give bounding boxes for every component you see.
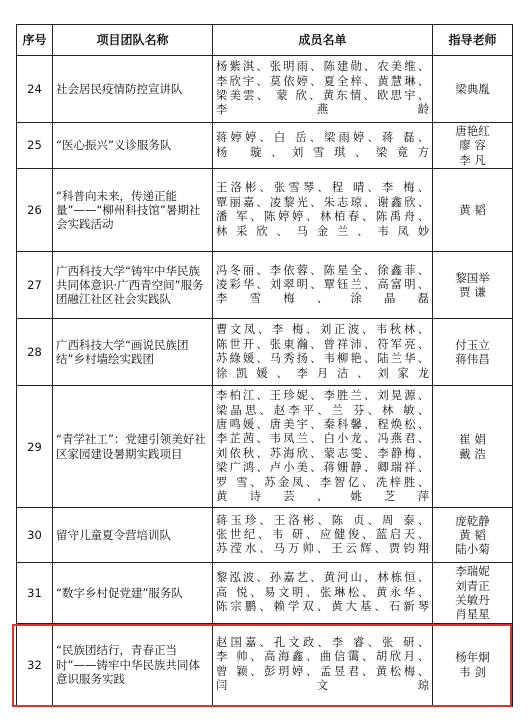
header-team: 项目团队名称 <box>53 25 213 56</box>
member-list <box>213 623 433 706</box>
member-line: 唐鸣媛、唐美宇、秦科馨、程焕松、 <box>216 417 429 431</box>
member-line: 梁美雲、 蒙 欣、黄东情、欧思宇、 <box>216 89 429 102</box>
member-line: 刘依秋、苏海欣、蒙志雯、李静梅、 <box>216 446 429 460</box>
advisor-name: 戴 浩 <box>459 446 486 461</box>
advisor-name: 黄 韬 <box>459 528 486 543</box>
row-number: 26 <box>17 169 53 252</box>
row-number: 32 <box>17 623 53 706</box>
team-name: 留守儿童夏令营培训队 <box>53 508 213 563</box>
advisor-name: 黄 韬 <box>459 203 486 218</box>
advisor-name: 刘青正 <box>455 578 490 593</box>
member-line: 梁晶思、赵李平、兰 芬、林 敏、 <box>216 403 429 417</box>
header-members: 成员名单 <box>213 25 433 56</box>
member-line: 陈宗鹏、赖学双、黄大基、石新琴 <box>216 600 429 614</box>
advisor-name: 韦 剑 <box>459 664 486 679</box>
table-row <box>17 623 513 706</box>
member-line: 曾 颖、彭玥婷、孟昱君、黄松梅、 <box>216 664 429 678</box>
team-name: “民族团结行，青春正当时”——铸牢中华民族共同体意识服务实践 <box>53 623 213 706</box>
member-line: 赵国嘉、孔文政、李 睿、张 研、 <box>216 636 429 650</box>
member-line: 蒋玉珍、王洛彬、陈 贞、周 泰、 <box>216 513 429 527</box>
advisor-name: 杨年炯 <box>455 650 490 665</box>
member-line: 覃丽嘉、凌黎光、朱志琼、谢鑫欣、 <box>216 195 429 209</box>
team-name: “医心振兴”义诊服务队 <box>53 123 213 169</box>
header-no: 序号 <box>17 25 53 56</box>
advisor-name: 陆小菊 <box>455 542 490 557</box>
team-name: 广西科技大学“画说民族团结”乡村墙绘实践团 <box>53 319 213 386</box>
member-list <box>213 56 433 123</box>
member-list <box>213 252 433 319</box>
member-line: 潘 军、陈婷婷、林栢春、陈禹舟、 <box>216 210 429 224</box>
row-number: 27 <box>17 252 53 319</box>
member-line: 李芷茜、韦凤兰、白小龙、冯燕君、 <box>216 432 429 446</box>
advisor-name: 崔 娟 <box>459 432 486 447</box>
row-number: 28 <box>17 319 53 386</box>
project-team-table <box>16 24 513 707</box>
header-advisor: 指导老师 <box>433 25 513 56</box>
member-line: 王洛彬、张雪琴、程 晴、李 梅、 <box>216 181 429 195</box>
row-number: 29 <box>17 386 53 508</box>
member-line: 苏綠媛、马秀扬、韦柳艳、陆兰华、 <box>216 352 429 366</box>
member-line: 李柏江、王珍妮、李胜兰、刘晃源、 <box>216 389 429 403</box>
advisor-list <box>433 123 513 169</box>
member-line: 曹文凤、李 梅、刘正波、韦秋林、 <box>216 323 429 337</box>
member-line: 李雪梅、涂晶磊 <box>216 292 429 306</box>
team-name: “青学社工”：党建引领美好社区家园建设暑期实践项目 <box>53 386 213 508</box>
advisor-name: 肖星星 <box>455 607 490 622</box>
advisor-name: 李 凡 <box>459 152 486 167</box>
member-line: 张世纪、韦 研、应健俊、蓝启天、 <box>216 528 429 542</box>
advisor-name: 廖 容 <box>459 138 486 153</box>
team-name: 广西科技大学“铸牢中华民族共同体意识·广西青空间”服务团融江社区社会实践队 <box>53 252 213 319</box>
member-line: 梁广鸿、卢小美、蒋姗静、卿瑞祥、 <box>216 461 429 475</box>
member-line: 蒋婷婷、白 岳、梁雨婷、蒋 磊、 <box>216 131 429 145</box>
advisor-list <box>433 623 513 706</box>
header-row <box>17 25 513 56</box>
team-name: “数字乡村促党建”服务队 <box>53 563 213 624</box>
table-row <box>17 508 513 563</box>
member-line: 杨 璇、刘雪琪、梁竟方 <box>216 145 429 159</box>
advisor-name: 梁典胤 <box>455 81 490 96</box>
table-row <box>17 169 513 252</box>
row-number: 24 <box>17 56 53 123</box>
member-list <box>213 123 433 169</box>
member-list <box>213 386 433 508</box>
advisor-list <box>433 508 513 563</box>
member-line: 凌彩华、刘翠明、覃钰兰、高富明、 <box>216 278 429 292</box>
member-line: 闫文琼 <box>216 679 429 693</box>
row-number: 31 <box>17 563 53 624</box>
row-number: 25 <box>17 123 53 169</box>
member-list <box>213 508 433 563</box>
member-line: 徐凯媛、李月洁、刘家龙 <box>216 366 429 380</box>
table-row <box>17 123 513 169</box>
table-row <box>17 386 513 508</box>
advisor-list <box>433 169 513 252</box>
member-line: 李 帅、高海鑫、曲信霭、胡欣月、 <box>216 650 429 664</box>
member-list <box>213 563 433 624</box>
table-row <box>17 563 513 624</box>
advisor-name: 贾 谦 <box>459 285 486 300</box>
advisor-name: 蒋伟昌 <box>455 352 490 367</box>
table-row <box>17 56 513 123</box>
member-list <box>213 169 433 252</box>
advisor-list <box>433 386 513 508</box>
advisor-list <box>433 56 513 123</box>
team-name: 社会居民疫情防控宣讲队 <box>53 56 213 123</box>
member-line: 李欣宇、莫依婷、夏全梓、黄慧琳、 <box>216 74 429 88</box>
member-line: 苏滢水、马万帅、王云辉、贾钧翔 <box>216 542 429 556</box>
member-line: 陈世开、张東瀚、曾祥沛、符军亮、 <box>216 337 429 351</box>
member-line: 李燕龄 <box>216 103 429 117</box>
advisor-name: 唐艳红 <box>455 124 490 138</box>
advisor-name: 付玉立 <box>455 337 490 352</box>
member-line: 冯冬丽、李依蓉、陈星全、徐鑫菲、 <box>216 263 429 277</box>
table-row <box>17 252 513 319</box>
advisor-name: 黎国举 <box>455 270 490 285</box>
member-line: 杨紫淇、张明雨、陈建勋、农美维、 <box>216 60 429 74</box>
advisor-list <box>433 319 513 386</box>
table-row <box>17 319 513 386</box>
row-number: 30 <box>17 508 53 563</box>
member-line: 黄诗芸、姚芝萍 <box>216 489 429 503</box>
advisor-name: 庞乾静 <box>455 513 490 528</box>
team-name: “科普向未来，传递正能量”——“柳州科技馆”暑期社会实践活动 <box>53 169 213 252</box>
advisor-list <box>433 252 513 319</box>
member-line: 黎泓波、孙嘉艺、黄河山、林栋恒、 <box>216 571 429 585</box>
member-list <box>213 319 433 386</box>
member-line: 林采欣、马金兰、韦凤妙 <box>216 224 429 238</box>
member-line: 高 悦、易文明、张琳松、黄永华、 <box>216 585 429 599</box>
advisor-name: 关敏丹 <box>455 593 490 608</box>
advisor-name: 李瑞妮 <box>455 564 490 579</box>
advisor-list <box>433 563 513 624</box>
member-line: 罗 雪、苏金凤、李智亿、冼梓胜、 <box>216 475 429 489</box>
